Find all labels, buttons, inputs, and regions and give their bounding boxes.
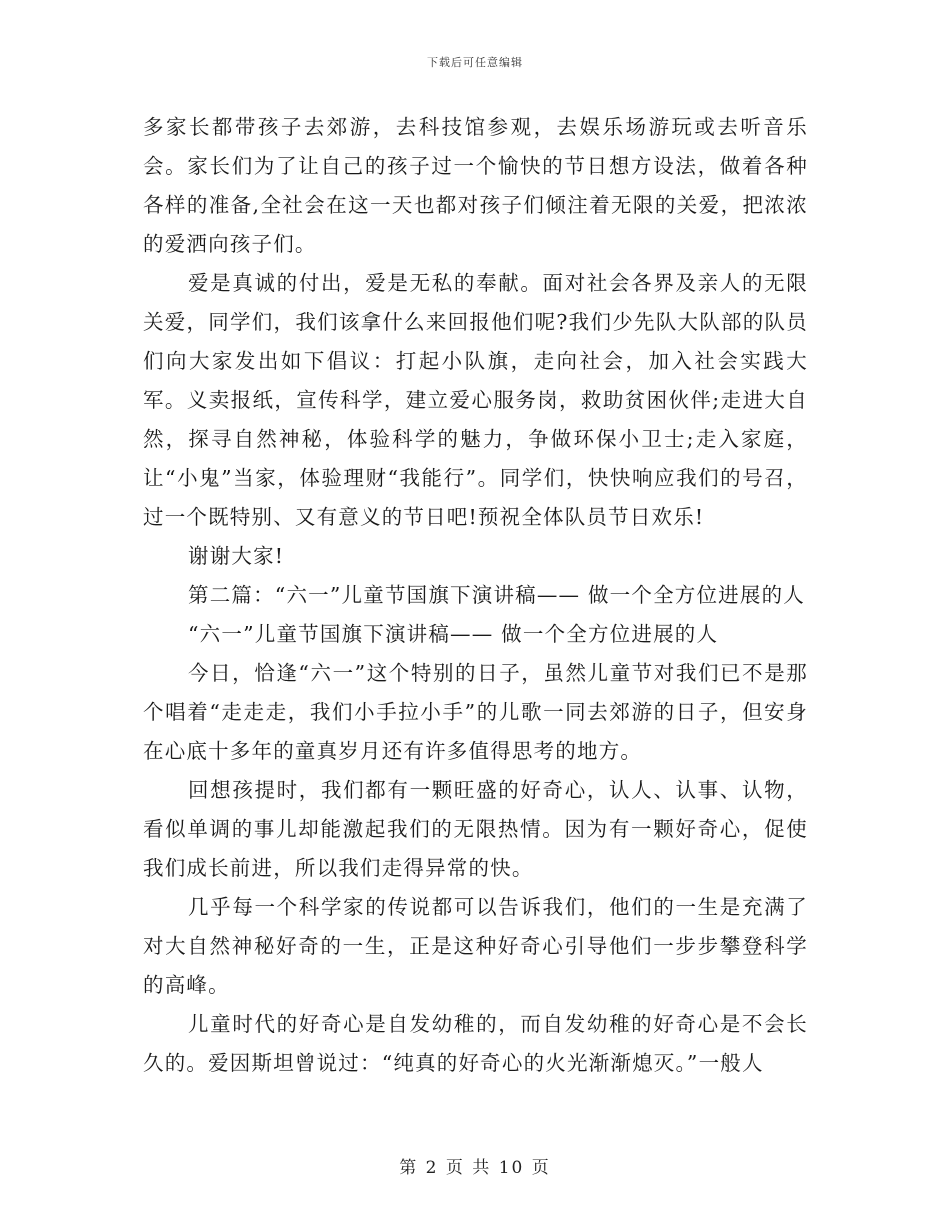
header-note: 下载后可任意编辑 <box>427 56 523 69</box>
paragraph-curiosity: 儿童时代的好奇心是自发幼稚的，而自发幼稚的好奇心是不会长久的。爱因斯坦曾说过：“纯真的好奇心的火光渐渐熄灭。”一般人 <box>143 1012 808 1075</box>
paragraph-scientists: 几乎每一个科学家的传说都可以告诉我们，他们的一生是充满了对大自然神秘好奇的一生，正是这种好奇心引导他们一步步攀登科学的高峰。 <box>143 895 808 997</box>
paragraph-childhood: 回想孩提时，我们都有一颗旺盛的好奇心，认人、认事、认物，看似单调的事儿却能激起我们的无限热情。因为有一颗好奇心，促使我们成长前进，所以我们走得异常的快。 <box>143 778 808 880</box>
document-body <box>143 108 808 1083</box>
section-heading: 第二篇：“六一”儿童节国旗下演讲稿—— 做一个全方位进展的人 <box>188 583 805 607</box>
paragraph-continued: 多家长都带孩子去郊游，去科技馆参观，去娱乐场游玩或去听音乐会。家长们为了让自己的孩子过一个愉快的节日想方设法，做着各种各样的准备,全社会在这一天也都对孩子们倾注着无限的关爱，把浓浓的爱洒向孩子们。 <box>143 115 808 256</box>
paragraph-love: 爱是真诚的付出，爱是无私的奉献。面对社会各界及亲人的无限关爱，同学们，我们该拿什么来回报他们呢?我们少先队大队部的队员们向大家发出如下倡议：打起小队旗，走向社会，加入社会实践大军。义卖报纸，宣传科学，建立爱心服务岗，救助贫困伙伴;走进大自然，探寻自然神秘，体验科学的魅力，争做环保小卫士;走入家庭，让“小鬼”当家，体验理财“我能行”。同学们，快快响应我们的号召，过一个既特别、又有意义的节日吧!预祝全体队员节日欢乐! <box>143 271 808 529</box>
paragraph-thanks: 谢谢大家! <box>188 544 285 568</box>
speech-title: “六一”儿童节国旗下演讲稿—— 做一个全方位进展的人 <box>188 622 719 646</box>
paragraph-today: 今日，恰逢“六一”这个特别的日子，虽然儿童节对我们已不是那个唱着“走走走，我们小手拉小手”的儿歌一同去郊游的日子，但安身在心底十多年的童真岁月还有许多值得思考的地方。 <box>143 661 808 763</box>
page-number-footer: 第 2 页 共 10 页 <box>399 1158 551 1178</box>
